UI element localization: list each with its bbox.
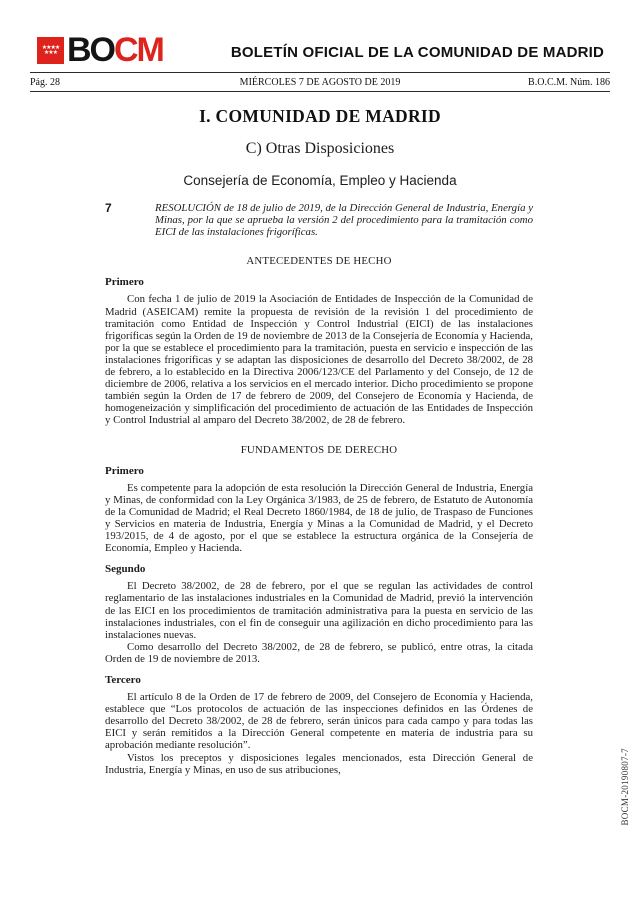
heading-antecedentes: ANTECEDENTES DE HECHO [246,255,392,268]
issue-number-label: B.O.C.M. Núm. 186 [528,77,610,88]
masthead [37,30,163,69]
article-body [105,202,533,776]
subheading-segundo: Segundo [105,563,146,576]
header-rule-top [30,72,610,73]
page-number-label: Pág. 28 [30,77,60,88]
flag-stars-top: ★★★★ [41,44,60,51]
paragraph-tercero-1: El artículo 8 de la Orden de 17 de febrero de 2009, del Consejero de Economía y Hacienda, establece que “Los protocolos de actuación de las inspecciones definidos en las Órdenes de desarrollo del Decreto 38/2002, de 28 de febrero, serán únicos para cada campo y para todas las EICI y serán remitidos a la Dirección General competente en materia de industria para su aprobación mediante resolución”. [105,691,533,752]
section-title: I. COMUNIDAD DE MADRID [199,106,441,126]
logo-text-bo: BO [67,30,114,69]
paragraph-antecedentes: Con fecha 1 de julio de 2019 la Asociación de Entidades de Inspección de la Comunidad de Madrid (ASEICAM) remite la propuesta de revisión de la revisión 1 del procedimiento de tramitación como Entidad de Inspección y Control Industrial (EICI) de las instalaciones frigoríficas según la Orden de 19 de noviembre de 2013 de la Consejería de Economía y Hacienda, por la que se establece el procedimiento para la tramitación, puesta en servicio e inspección de las instalaciones frigoríficas y se adaptan las disposiciones de desarrollo del Decreto 38/2002, de 28 de febrero, a lo establecido en la Directiva 2006/123/CE del Parlamento y del Consejo, de 12 de diciembre de 2006, relativa a los servicios en el mercado interior. Dicho procedimiento se propone también según la Orden de 17 de febrero de 2009, del Consejero de Economía y Hacienda, de homogeneización y simplificación del procedimiento de actuación de las Entidades de Inspección y Control Industrial al amparo del Decreto 38/2002, de 28 de febrero. [105,293,533,427]
article-number: 7 [105,201,112,215]
subheading-primero-1: Primero [105,276,144,289]
paragraph-segundo-1: El Decreto 38/2002, de 28 de febrero, por el que se regulan las actividades de control reglamentario de las instalaciones industriales en la Comunidad de Madrid, previó la intervención de las EICI en los procedimientos de tramitación administrativa para la puesta en servicio de las instalaciones industriales, con el fin de conseguir una agilización en dicho procedimiento para las instalaciones nuevas. [105,580,533,641]
resolution-entry [105,202,533,238]
subheading-primero-2: Primero [105,464,144,477]
document-code-vertical: BOCM-20190807-7 [620,748,630,826]
logo-text-cm: CM [114,30,163,69]
paragraph-fundamentos-1: Es competente para la adopción de esta resolución la Dirección General de Industria, Energía y Minas, de conformidad con la Ley Orgánica 3/1983, de 25 de febrero, de Estatuto de Autonomía de la Comunidad de Madrid; el Real Decreto 1860/1984, de 18 de julio, de Traspaso de Funciones y Servicios en materia de Industria, Energía y Minas a la Comunidad de Madrid, y el Decreto 193/2015, de 4 de agosto, por el que se establece la estructura orgánica de la Consejería de Economía, Empleo y Hacienda. [105,481,533,555]
paragraph-segundo-2: Como desarrollo del Decreto 38/2002, de 28 de febrero, se publicó, entre otras, la citada Orden de 19 de noviembre de 2013. [105,640,533,665]
bulletin-title: BOLETÍN OFICIAL DE LA COMUNIDAD DE MADRID [230,44,605,61]
heading-fundamentos: FUNDAMENTOS DE DERECHO [240,443,398,456]
header-rule-bottom [30,91,610,92]
subheading-tercero: Tercero [105,674,141,686]
logo-wordmark [67,30,163,69]
madrid-flag-icon [37,37,64,64]
resolution-summary: RESOLUCIÓN de 18 de julio de 2019, de la Dirección General de Industria, Energía y Minas, por la que se aprueba la versión 2 del procedimiento para la tramitación como EICI de las instalaciones frigoríficas. [155,202,533,239]
paragraph-tercero-2: Vistos los preceptos y disposiciones legales mencionados, esta Dirección General de Industria, Energía y Minas, en uso de sus atribuciones, [105,751,533,776]
subsection-title: C) Otras Disposiciones [245,140,395,157]
issue-date-label: MIÉRCOLES 7 DE AGOSTO DE 2019 [239,77,401,88]
department-title: Consejería de Economía, Empleo y Hacienda [183,173,457,188]
bocm-logo [37,30,163,69]
flag-stars-bottom: ★★★ [43,49,58,56]
